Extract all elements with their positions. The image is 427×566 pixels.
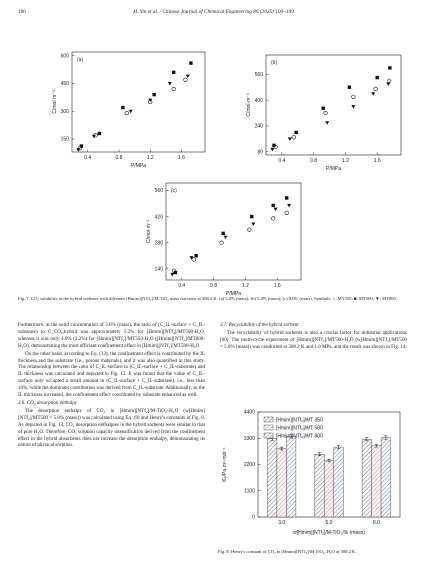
legend-entry: [Hmim][NTf₂]/MT 800	[276, 433, 323, 440]
point-MT350	[172, 87, 176, 91]
point-MT800	[270, 148, 274, 152]
x-tick-label: 0.8	[115, 155, 123, 161]
plot-frame	[166, 183, 301, 280]
point-MT500	[388, 66, 391, 69]
point-MT500	[285, 196, 288, 199]
point-MT350	[324, 111, 328, 115]
x-tick-label: 1.6	[273, 283, 281, 289]
left-paragraph-2: On the other hand, according to Eq. (13), the confinement effect is contributed by the IL thickness and the substrate (i.e., porous materials), and it was also quantified in this study. The relationship between the ratio of C_IL-surface to (C_IL-surface + C_IL-substrate) and IL thickness was calculated and depicted in Fig. 12. It was found that the value of C_IL-surface only occupied a small amount in (C_IL-surface + C_IL-substrate), i.e., less than 10%, while the dominant contribution was derived from C_IL-substrate. Additionally, as the IL thickness increased, the confinement effect contributed by substrate enhanced as well.	[18, 350, 205, 399]
point-MT800	[287, 204, 291, 208]
panel-label: (c)	[171, 188, 177, 194]
left-paragraph-1: Furthermore, at the solid concentration of 5.0% (mass), the ratio of (C_IL-surface + C_IL-substrate) to C_CO₂,hybrid was approximately 5.2% for [Hmim][NTf₂]/MT500-H₂O, whereas it was only 4.0% (2.2%) for [Hmim][NTf₂]/MT350-H₂O ([Hmim][NTf₂]/MT800-H₂O), demonstrating the most efficient confinement effect in [Hmim][NTf₂]/MT500-H₂O.	[18, 322, 205, 349]
legend-swatch	[264, 425, 273, 430]
point-MT500	[121, 106, 124, 109]
scatter-panel-c	[146, 183, 301, 297]
legend-swatch	[264, 433, 273, 438]
y-tick-label: 400	[254, 97, 263, 104]
x-tick-label: 0.4	[84, 155, 92, 161]
x-axis-label: P/MPa	[225, 291, 242, 297]
y-tick-label: 3300	[243, 435, 255, 442]
point-MT800	[168, 82, 172, 86]
point-MT500	[194, 254, 197, 257]
point-MT350	[125, 111, 129, 115]
point-MT500	[152, 93, 155, 96]
left-column	[18, 322, 205, 450]
point-MT500	[174, 271, 177, 274]
x-tick-label: 0.4	[178, 283, 186, 289]
point-MT800	[371, 92, 375, 96]
point-MT350	[285, 211, 289, 215]
bar-[Hmim][NTf₂]/MT 500	[324, 461, 334, 517]
x-tick-label: 1.2	[241, 283, 249, 289]
figure-8-caption: Fig. 8. Henry's constant of CO₂ in [Hmim][NTf₂]/M-TiO₂–H₂O at 308.2 K.	[218, 549, 357, 554]
point-MT500	[375, 76, 378, 79]
point-MT500	[189, 61, 192, 64]
x-tick-label: 1.6	[373, 158, 381, 164]
y-tick-label: 300	[60, 108, 69, 115]
point-MT500	[272, 204, 275, 207]
point-MT500	[80, 144, 83, 147]
y-tick-label: 450	[60, 81, 69, 88]
plot-frame	[266, 55, 401, 155]
x-axis-label: P/MPa	[130, 163, 147, 169]
point-MT500	[98, 132, 101, 135]
point-MT500	[250, 215, 253, 218]
point-MT800	[186, 75, 190, 79]
x-tick-label: 1.2	[341, 158, 349, 164]
point-MT800	[325, 121, 329, 125]
x-tick-label: 1.6	[178, 155, 186, 161]
journal-running-title: H. Yin et al. / Chinese Journal of Chemical Engineering 80 (2025) 100–109	[133, 9, 294, 15]
scatter-panel-b	[246, 55, 401, 172]
page-number: 106	[18, 9, 26, 15]
point-MT800	[386, 83, 390, 87]
point-MT350	[220, 241, 224, 245]
point-MT800	[288, 137, 292, 141]
point-MT500	[348, 86, 351, 89]
right-column	[220, 322, 407, 352]
point-MT500	[321, 107, 324, 110]
y-tick-label: 1100	[244, 488, 255, 495]
bar-[Hmim][NTf₂]/MT 350	[362, 439, 372, 517]
x-tick-label: 0.8	[210, 283, 218, 289]
bar-[Hmim][NTf₂]/MT 350	[315, 454, 325, 517]
section-heading-3-6: 3.6. CO₂ desorption enthalpy	[18, 399, 78, 406]
bar-[Hmim][NTf₂]/MT 800	[334, 447, 344, 517]
point-MT500	[272, 144, 275, 147]
left-paragraph-3: The desorption enthalpy of CO₂ in [Hmim][NTf₂]/M-TiO₂–H₂O (w[Hmim][NTf₂]/MT500 = 5.0% (mass)) was calculated using Eq. (8) and Henry's constants in Fig. 8. As depicted in Fig. 13, CO₂ desorption enthalpies in the hybrid sorbents were similar to that of pure H₂O. Therefore, CO₂ sorption capacity intensification derived from the confinement effect in the hybrid absorbents does not increase the desorption enthalpy, demonstrating its nature of physical sorption.	[18, 407, 205, 449]
figure-7-caption: Fig. 7. CO₂ solubility in the hybrid sorbents with different [Hmim][NTf₂]/M-TiO₂ mass fractions at 308.2 K. (a) 3.0% (mass); (b) 5.0% (mass); (c) 8.0% (mass). Symbols: ○, MT350; ■, MT500; ▼, MT800.	[18, 296, 397, 301]
point-MT350	[271, 217, 275, 221]
y-tick-label: 80	[257, 149, 263, 156]
legend-entry: [Hmim][NTf₂]/MT 500	[276, 425, 323, 432]
panel-label: (a)	[77, 57, 84, 63]
y-tick-label: 600	[60, 53, 69, 60]
plot-frame	[72, 52, 205, 152]
y-tick-label: 4400	[243, 409, 255, 416]
y-tick-label: 2200	[243, 462, 255, 469]
section-heading-3-7: 3.7. Recyclability of the hybrid sorbent	[220, 322, 299, 328]
point-MT800	[251, 223, 255, 227]
legend-entry: [Hmim][NTf₂]/MT 350	[276, 417, 323, 424]
point-MT350	[387, 79, 391, 83]
point-MT350	[184, 78, 188, 82]
bar-[Hmim][NTf₂]/MT 800	[381, 438, 391, 517]
bar-[Hmim][NTf₂]/MT 350	[267, 439, 277, 517]
y-tick-label: 150	[60, 136, 69, 143]
bar-[Hmim][NTf₂]/MT 500	[277, 449, 287, 517]
point-MT350	[352, 95, 356, 99]
y-tick-label: 560	[254, 72, 263, 79]
point-MT350	[292, 135, 296, 139]
x-tick-label: 0.8	[310, 158, 318, 164]
point-MT350	[248, 228, 252, 232]
point-MT800	[170, 273, 174, 277]
y-tick-label: 140	[154, 266, 163, 273]
category-label: 5.0	[325, 520, 333, 526]
scatter-panel-a	[52, 52, 205, 169]
point-MT800	[274, 208, 278, 212]
y-tick-label: 560	[154, 188, 163, 195]
y-tick-label: 280	[154, 240, 163, 247]
x-tick-label: 1.2	[146, 155, 154, 161]
point-MT800	[224, 236, 228, 240]
point-MT500	[172, 71, 175, 74]
x-axis-label: P/MPa	[325, 166, 342, 172]
point-MT500	[294, 131, 297, 134]
point-MT800	[351, 105, 355, 109]
y-axis-label: C/mol·m⁻³	[246, 93, 252, 117]
bar-[Hmim][NTf₂]/MT 800	[286, 436, 296, 517]
legend-swatch	[264, 417, 273, 422]
point-MT800	[129, 110, 133, 114]
y-tick-label: 240	[254, 123, 263, 130]
y-axis-label: C/mol·m⁻³	[146, 219, 152, 244]
panel-label: (b)	[271, 60, 278, 66]
bar-[Hmim][NTf₂]/MT 500	[372, 446, 382, 517]
x-axis-label: w[Hmim][NTf₂]/M-TiO₂/% (mass)	[293, 530, 365, 536]
y-axis-label: Kₕ/Pa·m³·mol⁻¹	[222, 447, 228, 482]
category-label: 8.0	[372, 520, 380, 526]
point-MT350	[192, 258, 196, 262]
right-paragraph-1: The recyclability of hybrid sorbents is also a crucial factor for industrial applications [60]. The multi-cycle experiment of [Hmim][NTf₂]/MT500-H₂O (w[Hmim][NTf₂]/MT500 = 5.0% (mass)) was conducted at 308.2 K and 1.0 MPa, and the result was shown in Fig. 14.	[220, 329, 407, 350]
y-axis-label: C/mol·m⁻³	[52, 90, 58, 114]
x-tick-label: 0.4	[278, 158, 286, 164]
point-MT350	[374, 87, 378, 91]
y-tick-label: 0	[252, 514, 255, 521]
category-label: 3.0	[278, 520, 286, 526]
y-tick-label: 420	[154, 214, 163, 221]
point-MT500	[221, 232, 224, 235]
figure-8-bar-chart	[214, 404, 410, 549]
